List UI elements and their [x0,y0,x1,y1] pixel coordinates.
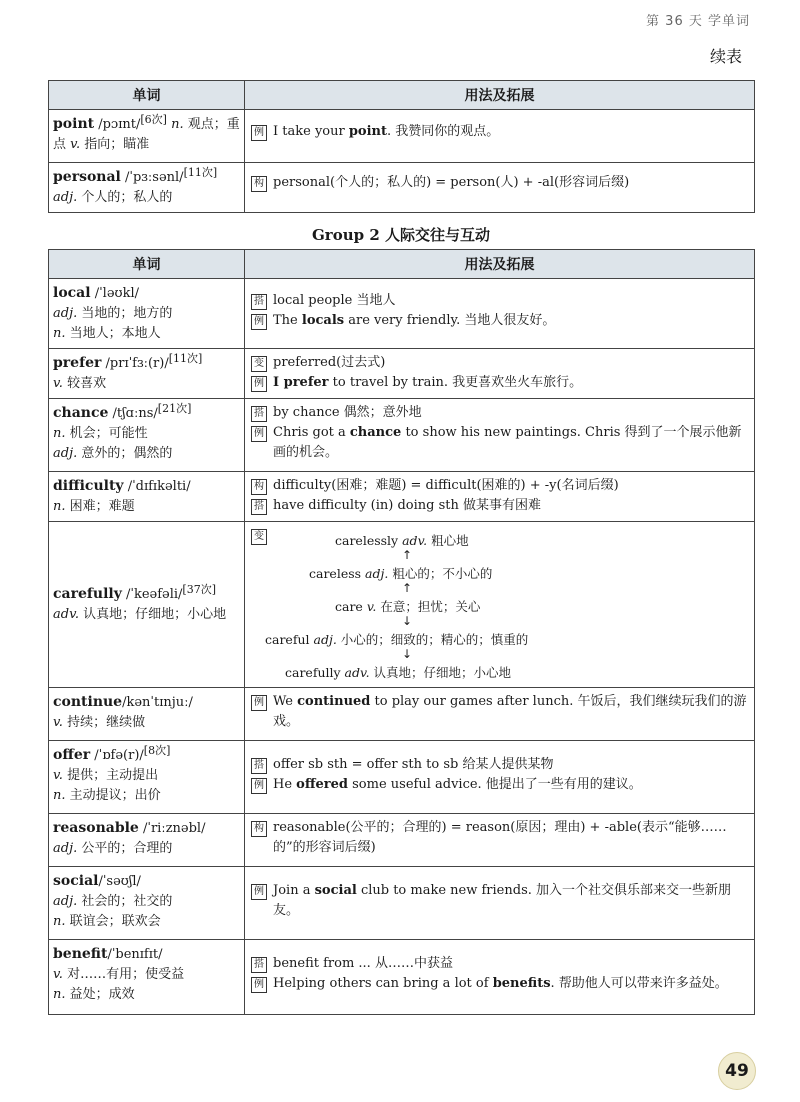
derivation-chain [251,531,748,683]
meaning: 提供；主动提出 [67,768,159,783]
chain-item [251,531,748,551]
part-of-speech: adj. [53,841,78,856]
text: . 我赞同你的观点。 [387,124,500,139]
headword: offer [53,747,91,763]
text: some useful advice. 他提出了一些有用的建议。 [348,777,642,792]
word-cell [49,688,245,741]
header-word: 单词 [49,250,245,279]
chain-item [251,630,748,650]
table-row [49,940,755,1015]
part-of-speech: v. [70,137,81,152]
table-row [49,522,755,688]
phrase-label-icon: 搭 [251,406,267,422]
meaning: 联谊会；联欢会 [69,914,161,929]
part-of-speech: adv. [402,533,428,548]
headword: benefit [53,946,108,962]
chain-word: careless [309,566,362,581]
word-cell [49,741,245,814]
frequency-count: [21次] [157,402,192,415]
text: by chance 偶然；意外地 [273,405,422,420]
structure-line [251,818,748,858]
headword: social [53,873,99,889]
phonetic: /ˈpɜːsənl/ [125,170,184,185]
header-usage: 用法及拓展 [245,81,755,110]
part-of-speech: v. [53,768,63,783]
frequency-count: [11次] [168,352,203,365]
text: difficulty(困难；难题) = difficult(困难的) + -y(名词后缀) [273,478,619,493]
keyword: social [314,883,357,898]
phonetic: /ˈɒfə(r)/ [94,748,144,763]
part-of-speech: n. [53,499,66,514]
usage-cell [245,940,755,1015]
example-label-icon: 例 [251,695,267,711]
phrase-line [251,403,748,423]
part-of-speech: n. [53,326,66,341]
table-row [49,279,755,349]
keyword: continued [297,694,371,709]
example-label-icon: 例 [251,376,267,392]
table-row [49,814,755,867]
example-line [251,423,748,463]
table-row [49,688,755,741]
meaning: 粗心的；不小心的 [392,566,493,581]
example-line [251,122,748,142]
chain-item [251,597,748,617]
example-label-icon: 例 [251,977,267,993]
part-of-speech: adj. [53,190,78,205]
frequency-count: [8次] [143,744,171,757]
example-line [251,373,748,393]
phrase-label-icon: 搭 [251,758,267,774]
structure-label-icon: 构 [251,479,267,495]
table-row [49,399,755,472]
meaning: 较喜欢 [67,376,107,391]
phrase-line [251,496,748,516]
part-of-speech: v. [53,376,63,391]
example-line [251,692,748,732]
phonetic: /ˈkeəfəli/ [126,587,183,602]
arrow-glyph: ↑ [402,581,413,595]
arrow-glyph: ↑ [402,548,413,562]
meaning: 认真地；仔细地；小心地 [83,607,227,622]
header-word: 单词 [49,81,245,110]
example-label-icon: 例 [251,314,267,330]
phrase-line [251,954,748,974]
phrase-label-icon: 搭 [251,294,267,310]
table-row [49,110,755,163]
arrow-glyph: ↓ [402,614,413,628]
word-cell [49,472,245,522]
headword: chance [53,405,109,421]
meaning: 机会；可能性 [69,426,148,441]
meaning: 主动提议；出价 [69,788,161,803]
text: to show his new paintings. Chris 得到了一个展示他新画的机会。 [273,425,742,460]
usage-cell [245,814,755,867]
text: preferred(过去式) [273,355,386,370]
chain-item [251,564,748,584]
word-cell [49,522,245,688]
part-of-speech: adj. [313,632,337,647]
usage-cell [245,349,755,399]
phonetic: /ˈsəʊʃl/ [98,874,141,889]
part-of-speech: adj. [53,446,78,461]
meaning: 当地的；地方的 [81,306,173,321]
change-label-icon: 变 [251,529,267,545]
structure-label-icon: 构 [251,821,267,837]
frequency-count: [37次] [182,583,217,596]
meaning: 益处；成效 [69,987,135,1002]
usage-cell [245,163,755,213]
text: personal(个人的；私人的) = person(人) + -al(形容词后缀) [273,175,630,190]
text: Chris got a [273,425,350,440]
text: benefit from ... 从……中获益 [273,956,453,971]
table-row [49,163,755,213]
word-cell [49,814,245,867]
chain-word: careful [265,632,310,647]
change-label-icon: 变 [251,356,267,372]
vocab-table-group2 [48,249,755,1015]
word-cell [49,279,245,349]
text: The [273,313,302,328]
phrase-line [251,755,748,775]
keyword: locals [301,313,345,328]
part-of-speech: adv. [53,607,80,622]
example-line [251,881,748,921]
arrow-up-icon [251,581,748,597]
example-line [251,974,748,994]
example-line [251,775,748,795]
phonetic: /ˈbenɪfɪt/ [107,947,163,962]
meaning: 认真地；仔细地；小心地 [373,665,512,680]
usage-cell [245,741,755,814]
meaning: 指向；瞄准 [84,137,150,152]
part-of-speech: adj. [53,894,78,909]
frequency-count: [6次] [140,113,167,126]
text: to travel by train. 我更喜欢坐火车旅行。 [328,375,583,390]
meaning: 小心的；细致的；精心的；慎重的 [340,632,529,647]
meaning: 个人的；私人的 [81,190,173,205]
usage-cell [245,399,755,472]
example-label-icon: 例 [251,884,267,900]
usage-cell [245,688,755,741]
phonetic: /tʃɑːns/ [112,406,158,421]
headword: point [53,116,95,132]
table-row [49,349,755,399]
meaning: 持续；继续做 [67,715,146,730]
part-of-speech: v. [53,715,63,730]
headword: reasonable [53,820,139,836]
phonetic: /ˈdɪfɪkəlti/ [127,479,191,494]
phrase-label-icon: 搭 [251,499,267,515]
headword: personal [53,169,121,185]
word-cell [49,940,245,1015]
usage-cell [245,867,755,940]
text: have difficulty (in) doing sth 做某事有困难 [273,498,542,513]
keyword: benefits [492,976,551,991]
meaning: 粗心地 [431,533,469,548]
arrow-glyph: ↓ [402,647,413,661]
text: Join a [273,883,315,898]
headword: prefer [53,355,102,371]
keyword: I prefer [273,375,329,390]
phrase-label-icon: 搭 [251,957,267,973]
text: . 帮助他人可以带来许多益处。 [550,976,728,991]
word-cell [49,110,245,163]
part-of-speech: v. [53,967,63,982]
usage-cell [245,110,755,163]
text: We [273,694,298,709]
continued-label: 续表 [709,47,742,66]
table-header-row [49,250,755,279]
arrow-up-icon [251,548,748,564]
text: He [273,777,297,792]
chain-word: carefully [285,665,341,680]
part-of-speech: adj. [53,306,78,321]
phonetic: /ˈriːznəbl/ [142,821,206,836]
example-label-icon: 例 [251,125,267,141]
meaning: 对……有用；使受益 [67,967,185,982]
part-of-speech: n. [171,117,184,132]
keyword: offered [296,777,348,792]
text: local people 当地人 [273,293,396,308]
meaning: 意外的；偶然的 [81,446,173,461]
text: Helping others can bring a lot of [273,976,493,991]
text: offer sb sth = offer sth to sb 给某人提供某物 [273,757,554,772]
example-label-icon: 例 [251,778,267,794]
change-line [251,353,748,373]
part-of-speech: n. [53,987,66,1002]
group-title: Group 2 人际交往与互动 [312,226,490,244]
usage-cell [245,472,755,522]
vocab-table-continued [48,80,755,213]
usage-cell [245,522,755,688]
text: club to make new friends. 加入一个社交俱乐部来交一些新朋友。 [273,883,732,918]
word-cell [49,399,245,472]
example-label-icon: 例 [251,426,267,442]
meaning: 观点；重点 [53,117,240,152]
chain-item [251,663,748,683]
part-of-speech: adj. [365,566,389,581]
headword: continue [53,694,123,710]
phonetic: /kənˈtɪnjuː/ [122,695,193,710]
headword: carefully [53,586,122,602]
meaning: 当地人；本地人 [69,326,161,341]
chain-word: care [335,599,363,614]
chain-word: carelessly [335,533,399,548]
header-usage: 用法及拓展 [245,250,755,279]
table-row [49,741,755,814]
text: reasonable(公平的；合理的) = reason(原因；理由) + -able(表示“能够……的”的形容词后缀) [273,820,727,855]
text: to play our games after lunch. 午饭后，我们继续玩我们的游戏。 [273,694,747,729]
part-of-speech: n. [53,788,66,803]
part-of-speech: n. [53,426,66,441]
part-of-speech: adv. [344,665,370,680]
running-head: 第 36 天 学单词 [646,14,750,29]
structure-line [251,476,748,496]
headword: local [53,285,91,301]
table-row [49,472,755,522]
meaning: 公平的；合理的 [81,841,173,856]
word-cell [49,867,245,940]
keyword: point [348,124,387,139]
word-cell [49,163,245,213]
example-line [251,311,748,331]
meaning: 困难；难题 [69,499,135,514]
table-header-row [49,81,755,110]
part-of-speech: n. [53,914,66,929]
structure-label-icon: 构 [251,176,267,192]
keyword: chance [349,425,402,440]
arrow-down-icon [251,614,748,630]
meaning: 社会的；社交的 [81,894,173,909]
phonetic: /pɔɪnt/ [98,117,141,132]
part-of-speech: v. [366,599,377,614]
structure-line [251,173,748,193]
text: I take your [273,124,349,139]
table-row [49,867,755,940]
phonetic: /prɪˈfɜː(r)/ [105,356,169,371]
word-cell [49,349,245,399]
phrase-line [251,291,748,311]
page-number: 49 [718,1052,756,1090]
meaning: 在意；担忧；关心 [380,599,481,614]
text: are very friendly. 当地人很友好。 [344,313,556,328]
usage-cell [245,279,755,349]
frequency-count: [11次] [183,166,218,179]
phonetic: /ˈləʊkl/ [94,286,139,301]
arrow-down-icon [251,647,748,663]
headword: difficulty [53,478,124,494]
